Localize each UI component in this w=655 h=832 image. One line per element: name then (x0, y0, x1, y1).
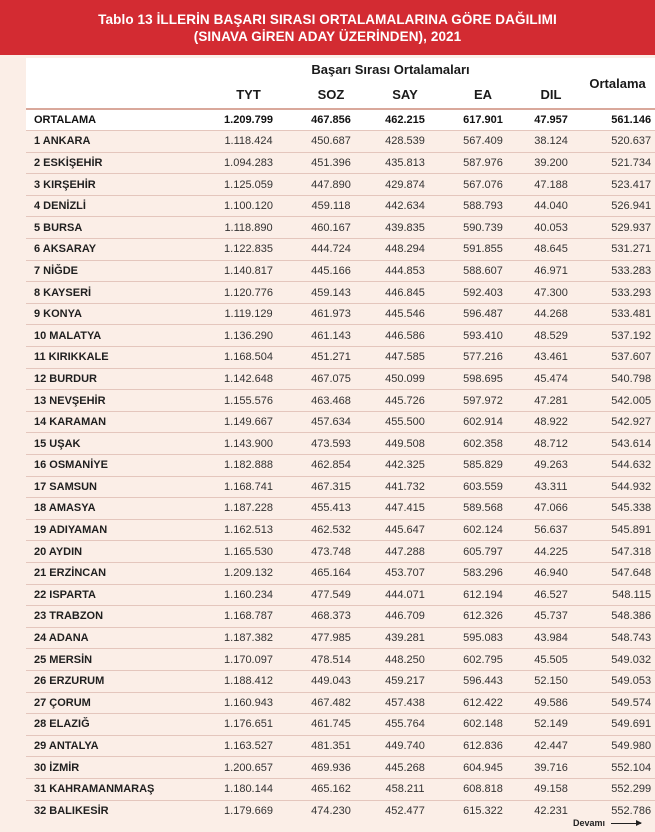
table-title-line1: Tablo 13 İLLERİN BAŞARI SIRASI ORTALAMALARINA GÖRE DAĞILIMI (98, 12, 557, 27)
dil-value: 42.231 (522, 800, 580, 822)
overall-value: 533.481 (580, 303, 655, 325)
header-tyt: TYT (236, 87, 261, 102)
dil-value: 44.040 (522, 195, 580, 217)
overall-value: 537.192 (580, 325, 655, 347)
tyt-value: 1.094.283 (201, 152, 296, 174)
province-name: 22 ISPARTA (26, 584, 201, 606)
overall-value: 549.053 (580, 670, 655, 692)
say-value: 444.853 (366, 260, 444, 282)
ea-value: 602.914 (444, 411, 522, 433)
tyt-value: 1.118.424 (201, 131, 296, 153)
ea-value: 588.607 (444, 260, 522, 282)
table-row (26, 325, 655, 347)
province-name: 2 ESKİŞEHİR (26, 152, 201, 174)
province-name: 24 ADANA (26, 627, 201, 649)
province-name: 6 AKSARAY (26, 239, 201, 261)
ea-value: 585.829 (444, 455, 522, 477)
overall-value: 548.386 (580, 606, 655, 628)
province-name: 12 BURDUR (26, 368, 201, 390)
dil-value: 43.461 (522, 347, 580, 369)
say-value: 447.415 (366, 498, 444, 520)
say-value: 449.508 (366, 433, 444, 455)
provinces-ranking-table (26, 58, 655, 822)
tyt-value: 1.168.741 (201, 476, 296, 498)
tyt-value: 1.163.527 (201, 735, 296, 757)
province-name: 15 UŞAK (26, 433, 201, 455)
table-row (26, 562, 655, 584)
overall-value: 552.299 (580, 778, 655, 800)
tyt-value: 1.187.382 (201, 627, 296, 649)
dil-value: 47.300 (522, 282, 580, 304)
dil-value: 46.940 (522, 562, 580, 584)
tyt-value: 1.122.835 (201, 239, 296, 261)
dil-value: 56.637 (522, 519, 580, 541)
province-name: 31 KAHRAMANMARAŞ (26, 778, 201, 800)
overall-value: 540.798 (580, 368, 655, 390)
continue-label: Devamı (572, 818, 605, 828)
soz-value: 445.166 (296, 260, 366, 282)
overall-value: 548.743 (580, 627, 655, 649)
table-row (26, 498, 655, 520)
ea-value: 592.403 (444, 282, 522, 304)
say-value: 446.845 (366, 282, 444, 304)
dil-value: 42.447 (522, 735, 580, 757)
dil-value: 48.529 (522, 325, 580, 347)
soz-value: 460.167 (296, 217, 366, 239)
say-value: 445.546 (366, 303, 444, 325)
say-value: 459.217 (366, 670, 444, 692)
table-row (26, 433, 655, 455)
average-tyt: 1.209.799 (201, 109, 296, 131)
tyt-value: 1.160.234 (201, 584, 296, 606)
overall-value: 549.032 (580, 649, 655, 671)
tyt-value: 1.182.888 (201, 455, 296, 477)
table-row (26, 174, 655, 196)
ea-value: 587.976 (444, 152, 522, 174)
average-ea: 617.901 (444, 109, 522, 131)
dil-value: 44.225 (522, 541, 580, 563)
ea-value: 597.972 (444, 390, 522, 412)
dil-value: 47.188 (522, 174, 580, 196)
tyt-value: 1.143.900 (201, 433, 296, 455)
tyt-value: 1.188.412 (201, 670, 296, 692)
table-row (26, 152, 655, 174)
soz-value: 467.315 (296, 476, 366, 498)
average-row (26, 109, 655, 131)
table-row (26, 455, 655, 477)
ea-value: 598.695 (444, 368, 522, 390)
province-name: 8 KAYSERİ (26, 282, 201, 304)
say-value: 458.211 (366, 778, 444, 800)
tyt-value: 1.149.667 (201, 411, 296, 433)
overall-value: 552.786 (580, 800, 655, 822)
province-name: 5 BURSA (26, 217, 201, 239)
say-value: 449.740 (366, 735, 444, 757)
province-name: 30 İZMİR (26, 757, 201, 779)
soz-value: 469.936 (296, 757, 366, 779)
province-name: 32 BALIKESİR (26, 800, 201, 822)
say-value: 448.250 (366, 649, 444, 671)
table-row (26, 778, 655, 800)
province-name: 10 MALATYA (26, 325, 201, 347)
ea-value: 590.739 (444, 217, 522, 239)
soz-value: 463.468 (296, 390, 366, 412)
say-value: 457.438 (366, 692, 444, 714)
say-value: 453.707 (366, 562, 444, 584)
table-row (26, 411, 655, 433)
dil-value: 39.716 (522, 757, 580, 779)
tyt-value: 1.162.513 (201, 519, 296, 541)
soz-value: 467.482 (296, 692, 366, 714)
province-name: 27 ÇORUM (26, 692, 201, 714)
header-overall-average: Ortalama (589, 75, 646, 91)
ea-value: 596.443 (444, 670, 522, 692)
header-say: SAY (392, 87, 418, 102)
tyt-value: 1.165.530 (201, 541, 296, 563)
dil-value: 48.922 (522, 411, 580, 433)
soz-value: 474.230 (296, 800, 366, 822)
dil-value: 46.971 (522, 260, 580, 282)
header-group-label: Başarı Sırası Ortalamaları (311, 62, 470, 77)
overall-value: 548.115 (580, 584, 655, 606)
average-say: 462.215 (366, 109, 444, 131)
overall-value: 547.648 (580, 562, 655, 584)
table-row (26, 390, 655, 412)
tyt-value: 1.142.648 (201, 368, 296, 390)
overall-value: 545.338 (580, 498, 655, 520)
table-row (26, 476, 655, 498)
dil-value: 43.984 (522, 627, 580, 649)
table-row (26, 195, 655, 217)
soz-value: 468.373 (296, 606, 366, 628)
overall-value: 542.927 (580, 411, 655, 433)
soz-value: 455.413 (296, 498, 366, 520)
tyt-value: 1.168.504 (201, 347, 296, 369)
ea-value: 567.409 (444, 131, 522, 153)
dil-value: 48.645 (522, 239, 580, 261)
table-row (26, 800, 655, 822)
dil-value: 49.586 (522, 692, 580, 714)
soz-value: 461.745 (296, 714, 366, 736)
province-name: 1 ANKARA (26, 131, 201, 153)
overall-value: 543.614 (580, 433, 655, 455)
province-name: 16 OSMANİYE (26, 455, 201, 477)
table-row (26, 584, 655, 606)
province-name: 28 ELAZIĞ (26, 714, 201, 736)
overall-value: 552.104 (580, 757, 655, 779)
table-row (26, 606, 655, 628)
say-value: 429.874 (366, 174, 444, 196)
table-row (26, 282, 655, 304)
say-value: 447.585 (366, 347, 444, 369)
province-name: 18 AMASYA (26, 498, 201, 520)
say-value: 444.071 (366, 584, 444, 606)
soz-value: 477.549 (296, 584, 366, 606)
overall-value: 526.941 (580, 195, 655, 217)
overall-value: 549.980 (580, 735, 655, 757)
province-name: 21 ERZİNCAN (26, 562, 201, 584)
overall-value: 549.574 (580, 692, 655, 714)
tyt-value: 1.187.228 (201, 498, 296, 520)
arrow-right-icon (611, 823, 641, 824)
dil-value: 52.150 (522, 670, 580, 692)
soz-value: 473.748 (296, 541, 366, 563)
tyt-value: 1.136.290 (201, 325, 296, 347)
overall-value: 544.932 (580, 476, 655, 498)
province-name: 20 AYDIN (26, 541, 201, 563)
average-soz: 467.856 (296, 109, 366, 131)
ea-value: 615.322 (444, 800, 522, 822)
soz-value: 467.075 (296, 368, 366, 390)
soz-value: 473.593 (296, 433, 366, 455)
soz-value: 462.854 (296, 455, 366, 477)
tyt-value: 1.160.943 (201, 692, 296, 714)
tyt-value: 1.176.651 (201, 714, 296, 736)
ea-value: 602.148 (444, 714, 522, 736)
say-value: 452.477 (366, 800, 444, 822)
say-value: 441.732 (366, 476, 444, 498)
ea-value: 593.410 (444, 325, 522, 347)
say-value: 428.539 (366, 131, 444, 153)
tyt-value: 1.179.669 (201, 800, 296, 822)
say-value: 445.647 (366, 519, 444, 541)
province-name: 14 KARAMAN (26, 411, 201, 433)
tyt-value: 1.120.776 (201, 282, 296, 304)
province-name: 25 MERSİN (26, 649, 201, 671)
dil-value: 47.281 (522, 390, 580, 412)
overall-value: 547.318 (580, 541, 655, 563)
ea-value: 588.793 (444, 195, 522, 217)
overall-value: 520.637 (580, 131, 655, 153)
soz-value: 465.162 (296, 778, 366, 800)
overall-value: 537.607 (580, 347, 655, 369)
say-value: 442.634 (366, 195, 444, 217)
header-spacer-2 (26, 81, 201, 109)
dil-value: 45.474 (522, 368, 580, 390)
ea-value: 583.296 (444, 562, 522, 584)
ea-value: 604.945 (444, 757, 522, 779)
tyt-value: 1.118.890 (201, 217, 296, 239)
dil-value: 52.149 (522, 714, 580, 736)
table-row (26, 217, 655, 239)
header-soz: SOZ (317, 87, 345, 102)
tyt-value: 1.100.120 (201, 195, 296, 217)
continue-indicator (573, 818, 641, 828)
say-value: 445.726 (366, 390, 444, 412)
table-row (26, 627, 655, 649)
ea-value: 577.216 (444, 347, 522, 369)
overall-value: 533.293 (580, 282, 655, 304)
table-row (26, 239, 655, 261)
overall-value: 521.734 (580, 152, 655, 174)
ea-value: 595.083 (444, 627, 522, 649)
table-row (26, 519, 655, 541)
dil-value: 44.268 (522, 303, 580, 325)
say-value: 439.281 (366, 627, 444, 649)
dil-value: 38.124 (522, 131, 580, 153)
tyt-value: 1.168.787 (201, 606, 296, 628)
ea-value: 612.326 (444, 606, 522, 628)
province-name: 23 TRABZON (26, 606, 201, 628)
tyt-value: 1.125.059 (201, 174, 296, 196)
tyt-value: 1.140.817 (201, 260, 296, 282)
soz-value: 461.973 (296, 303, 366, 325)
table-row (26, 303, 655, 325)
soz-value: 459.118 (296, 195, 366, 217)
soz-value: 478.514 (296, 649, 366, 671)
say-value: 447.288 (366, 541, 444, 563)
province-name: 26 ERZURUM (26, 670, 201, 692)
table-row (26, 260, 655, 282)
table-row (26, 368, 655, 390)
say-value: 439.835 (366, 217, 444, 239)
ea-value: 567.076 (444, 174, 522, 196)
overall-value: 542.005 (580, 390, 655, 412)
soz-value: 449.043 (296, 670, 366, 692)
header-spacer (26, 58, 201, 81)
dil-value: 48.712 (522, 433, 580, 455)
overall-value: 531.271 (580, 239, 655, 261)
soz-value: 462.532 (296, 519, 366, 541)
tyt-value: 1.200.657 (201, 757, 296, 779)
province-name: 3 KIRŞEHİR (26, 174, 201, 196)
soz-value: 450.687 (296, 131, 366, 153)
soz-value: 481.351 (296, 735, 366, 757)
ea-value: 612.422 (444, 692, 522, 714)
tyt-value: 1.209.132 (201, 562, 296, 584)
ea-value: 602.124 (444, 519, 522, 541)
table-row (26, 670, 655, 692)
dil-value: 49.263 (522, 455, 580, 477)
soz-value: 447.890 (296, 174, 366, 196)
table-row (26, 735, 655, 757)
soz-value: 444.724 (296, 239, 366, 261)
ea-value: 612.194 (444, 584, 522, 606)
table-row (26, 347, 655, 369)
header-ea: EA (473, 87, 493, 102)
header-dil: DIL (540, 87, 562, 102)
dil-value: 49.158 (522, 778, 580, 800)
dil-value: 46.527 (522, 584, 580, 606)
table-row (26, 692, 655, 714)
ea-value: 589.568 (444, 498, 522, 520)
province-name: 17 SAMSUN (26, 476, 201, 498)
province-name: 7 NİĞDE (26, 260, 201, 282)
overall-value: 529.937 (580, 217, 655, 239)
tyt-value: 1.155.576 (201, 390, 296, 412)
dil-value: 47.066 (522, 498, 580, 520)
table-row (26, 714, 655, 736)
province-name: 11 KIRIKKALE (26, 347, 201, 369)
province-name: 19 ADIYAMAN (26, 519, 201, 541)
soz-value: 461.143 (296, 325, 366, 347)
soz-value: 457.634 (296, 411, 366, 433)
average-dil: 47.957 (522, 109, 580, 131)
table-row (26, 131, 655, 153)
ea-value: 602.795 (444, 649, 522, 671)
overall-value: 533.283 (580, 260, 655, 282)
dil-value: 39.200 (522, 152, 580, 174)
province-name: 13 NEVŞEHİR (26, 390, 201, 412)
soz-value: 465.164 (296, 562, 366, 584)
ea-value: 596.487 (444, 303, 522, 325)
overall-value: 523.417 (580, 174, 655, 196)
ea-value: 591.855 (444, 239, 522, 261)
tyt-value: 1.180.144 (201, 778, 296, 800)
table-title-banner (0, 0, 655, 55)
say-value: 455.764 (366, 714, 444, 736)
say-value: 445.268 (366, 757, 444, 779)
table-title-line2: (SINAVA GİREN ADAY ÜZERİNDEN), 2021 (193, 29, 462, 44)
ea-value: 603.559 (444, 476, 522, 498)
say-value: 448.294 (366, 239, 444, 261)
soz-value: 451.396 (296, 152, 366, 174)
soz-value: 477.985 (296, 627, 366, 649)
say-value: 455.500 (366, 411, 444, 433)
overall-value: 544.632 (580, 455, 655, 477)
tyt-value: 1.170.097 (201, 649, 296, 671)
ea-value: 605.797 (444, 541, 522, 563)
table-row (26, 541, 655, 563)
say-value: 442.325 (366, 455, 444, 477)
ea-value: 612.836 (444, 735, 522, 757)
say-value: 450.099 (366, 368, 444, 390)
average-overall: 561.146 (580, 109, 655, 131)
province-name: 9 KONYA (26, 303, 201, 325)
say-value: 446.709 (366, 606, 444, 628)
ea-value: 608.818 (444, 778, 522, 800)
overall-value: 549.691 (580, 714, 655, 736)
province-name: 29 ANTALYA (26, 735, 201, 757)
dil-value: 43.311 (522, 476, 580, 498)
overall-value: 545.891 (580, 519, 655, 541)
soz-value: 459.143 (296, 282, 366, 304)
table-row (26, 757, 655, 779)
table-row (26, 649, 655, 671)
say-value: 446.586 (366, 325, 444, 347)
dil-value: 40.053 (522, 217, 580, 239)
dil-value: 45.505 (522, 649, 580, 671)
soz-value: 451.271 (296, 347, 366, 369)
province-name: 4 DENİZLİ (26, 195, 201, 217)
ea-value: 602.358 (444, 433, 522, 455)
say-value: 435.813 (366, 152, 444, 174)
dil-value: 45.737 (522, 606, 580, 628)
tyt-value: 1.119.129 (201, 303, 296, 325)
average-label: ORTALAMA (26, 109, 201, 131)
